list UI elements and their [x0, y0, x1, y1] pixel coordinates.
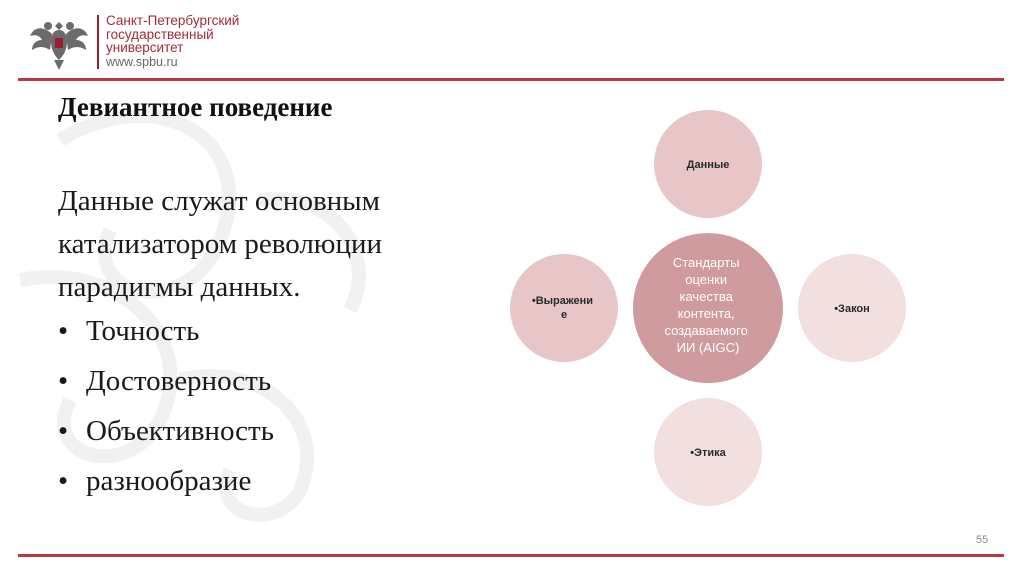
logo-divider	[97, 15, 99, 69]
bullet-list	[58, 306, 274, 506]
bullet-item: • Достоверность	[58, 365, 272, 397]
bullet-item: • разнообразие	[58, 465, 252, 497]
slide-header	[0, 0, 1024, 84]
bullet-item: • Объективность	[58, 415, 274, 447]
header-rule	[18, 78, 1004, 81]
bullet-text: разнообразие	[86, 465, 252, 497]
slide-title: Девиантное поведение	[58, 92, 333, 122]
bullet-text: Точность	[86, 315, 200, 347]
radial-diagram	[500, 100, 920, 520]
body-line: катализатором революции	[58, 228, 383, 260]
university-name-line2: государственный	[106, 26, 214, 42]
slide-body-text	[58, 180, 478, 309]
university-name-line3: университет	[106, 40, 184, 55]
center-node-label: Стандарты оценки качества контента, создаваемого ИИ (AIGC)	[664, 255, 748, 355]
satellite-label-top: Данные	[686, 159, 730, 171]
double-headed-eagle-icon	[28, 12, 90, 72]
bullet-text: Объективность	[86, 415, 274, 447]
university-logo-text	[106, 14, 239, 70]
satellite-node-left	[510, 254, 618, 362]
footer-rule	[18, 554, 1004, 557]
satellite-label-right: •Закон	[834, 303, 870, 315]
bullet-text: Достоверность	[86, 365, 272, 397]
satellite-label-left: •Выражени е	[531, 295, 594, 321]
bullet-item: • Точность	[58, 315, 200, 347]
body-line: парадигмы данных.	[58, 271, 301, 303]
page-number: 55	[976, 534, 989, 546]
university-website: www.spbu.ru	[106, 54, 178, 69]
satellite-label-bottom: •Этика	[690, 447, 726, 459]
university-name-line1: Санкт-Петербургский	[106, 13, 240, 28]
body-line: Данные служат основным	[58, 185, 381, 217]
